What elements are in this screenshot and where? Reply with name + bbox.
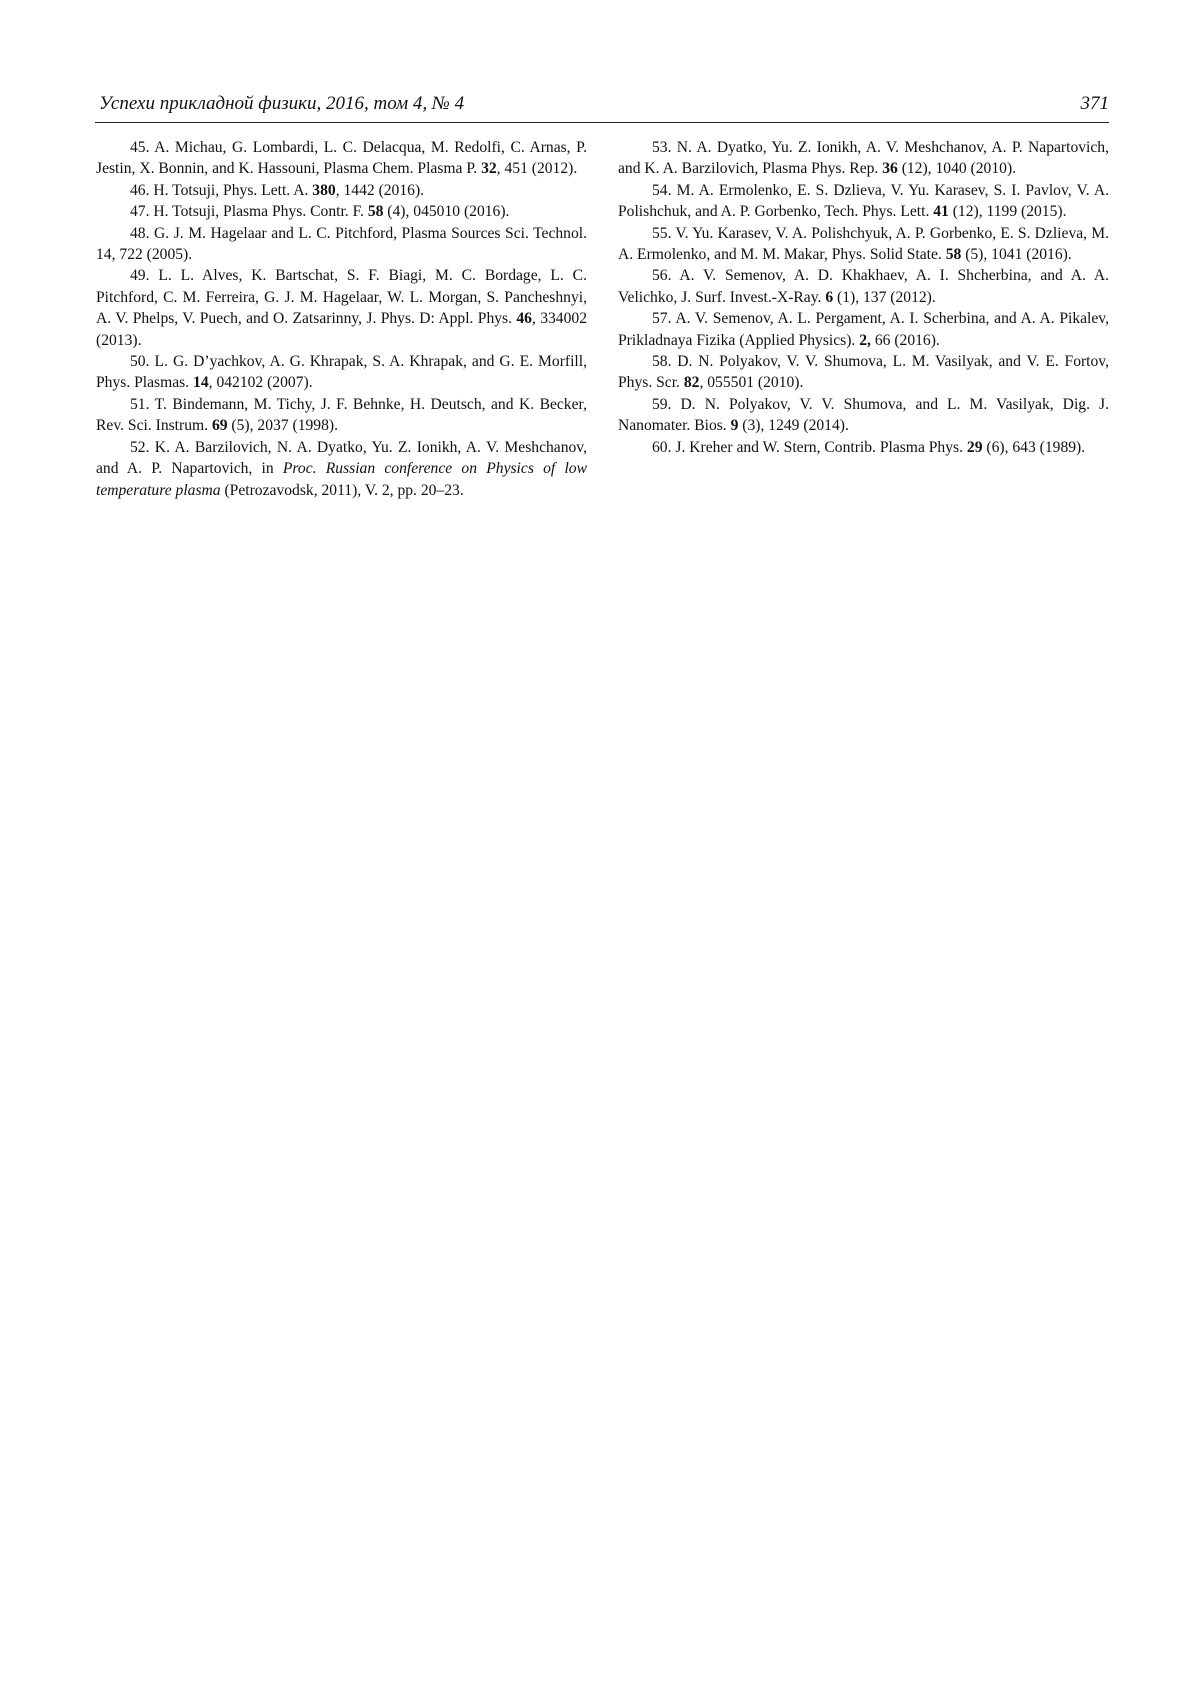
reference-entry <box>96 180 587 201</box>
reference-volume: 29 <box>966 438 983 456</box>
reference-volume: 14 <box>193 374 209 392</box>
reference-list-left-column <box>96 137 587 501</box>
reference-entry <box>618 437 1109 458</box>
reference-text: 45. A. Michau, G. Lombardi, L. C. Delacqua, M. Redolfi, C. Arnas, P. Jestin, X. Bonnin, and K. Hassouni, Plasma Chem. Plasma P. <box>96 139 587 178</box>
reference-text: 47. H. Totsuji, Plasma Phys. Contr. F. <box>130 203 368 221</box>
reference-text: 50. L. G. D’yachkov, A. G. Khrapak, S. A. Khrapak, and G. E. Morfill, Phys. Plasmas. <box>96 353 587 392</box>
reference-volume: 32 <box>481 160 497 178</box>
reference-volume: 69 <box>211 417 228 435</box>
reference-volume: 58 <box>367 203 384 221</box>
reference-volume: 82 <box>683 374 700 392</box>
reference-entry <box>96 223 587 266</box>
reference-text: (3), 1249 (2014). <box>738 417 849 435</box>
reference-text: 54. M. A. Ermolenko, E. S. Dzlieva, V. Yu. Karasev, S. I. Pavlov, V. A. Polishchuk, and A. P. Gorbenko, Tech. Phys. Lett. <box>618 181 1109 221</box>
reference-text: 56. A. V. Semenov, A. D. Khakhaev, A. I. Shcherbina, and A. A. Velichko, J. Surf. Invest.-X-Ray. <box>618 267 1109 306</box>
reference-text: (5), 2037 (1998). <box>227 417 338 435</box>
journal-title: Успехи прикладной физики, 2016, том 4, № 4 <box>99 93 465 114</box>
reference-text: 60. J. Kreher and W. Stern, Contrib. Plasma Phys. <box>652 438 967 456</box>
reference-entry <box>618 265 1109 308</box>
reference-text: 55. V. Yu. Karasev, V. A. Polishchyuk, A. P. Gorbenko, E. S. Dzlieva, M. A. Ermolenko, and M. M. Makar, Phys. Solid State. <box>618 224 1109 264</box>
reference-text: 53. N. A. Dyatko, Yu. Z. Ionikh, A. V. Meshchanov, A. P. Napartovich, and K. A. Barzilovich, Plasma Phys. Rep. <box>618 139 1109 178</box>
reference-text: 49. L. L. Alves, K. Bartschat, S. F. Biagi, M. C. Bordage, L. C. Pitchford, C. M. Ferreira, G. J. M. Hagelaar, W. L. Morgan, S. Pancheshnyi, A. V. Phelps, V. Puech, and O. Zatsarinny, J. Phys. D: Appl. Phys. <box>96 267 587 328</box>
reference-entry <box>96 137 587 180</box>
reference-text: (5), 1041 (2016). <box>961 246 1072 264</box>
reference-entry <box>96 351 587 394</box>
reference-text: , 1442 (2016). <box>335 181 425 199</box>
reference-text: , 334002 (2013). <box>96 310 587 349</box>
reference-entry <box>96 201 587 222</box>
reference-text: , 055501 (2010). <box>699 374 804 392</box>
reference-text: 52. K. A. Barzilovich, N. A. Dyatko, Yu. Z. Ionikh, A. V. Meshchanov, and A. P. Napartovich, in <box>96 438 587 478</box>
reference-text: 57. A. V. Semenov, A. L. Pergament, A. I. Scherbina, and A. A. Pikalev, Prikladnaya Fizika (Applied Physics). <box>618 310 1109 349</box>
reference-volume: 6 <box>825 288 834 306</box>
reference-volume: 2, <box>859 331 871 349</box>
reference-volume: 36 <box>882 160 898 178</box>
reference-entry <box>618 394 1109 437</box>
reference-text: 51. T. Bindemann, M. Tichy, J. F. Behnke, H. Deutsch, and K. Becker, Rev. Sci. Instrum. <box>96 395 587 435</box>
reference-text: , 451 (2012). <box>496 160 578 178</box>
reference-entry <box>96 437 587 501</box>
running-header <box>95 92 1109 123</box>
reference-text: 46. H. Totsuji, Phys. Lett. A. <box>130 181 313 199</box>
reference-entry <box>618 137 1109 180</box>
reference-proceedings-title: Proc. Russian conference on Physics of low temperature plasma <box>96 460 587 499</box>
reference-entry <box>96 394 587 437</box>
reference-text: (12), 1040 (2010). <box>897 160 1017 178</box>
reference-list-right-column <box>618 137 1109 458</box>
reference-text: , 042102 (2007). <box>208 374 313 392</box>
reference-volume: 46 <box>516 310 532 328</box>
reference-entry <box>618 223 1109 266</box>
reference-volume: 9 <box>730 417 739 435</box>
reference-text: 59. D. N. Polyakov, V. V. Shumova, and L. M. Vasilyak, Dig. J. Nanomater. Bios. <box>618 395 1109 435</box>
reference-text: 58. D. N. Polyakov, V. V. Shumova, L. M. Vasilyak, and V. E. Fortov, Phys. Scr. <box>618 353 1109 392</box>
reference-text: (12), 1199 (2015). <box>948 203 1067 221</box>
reference-volume: 58 <box>945 246 962 264</box>
page-number: 371 <box>1080 93 1109 114</box>
reference-text: (1), 137 (2012). <box>833 288 936 306</box>
reference-volume: 41 <box>933 203 949 221</box>
reference-text: 66 (2016). <box>870 331 940 349</box>
reference-entry <box>618 180 1109 223</box>
reference-text: 48. G. J. M. Hagelaar and L. C. Pitchford, Plasma Sources Sci. Technol. 14, 722 (2005). <box>96 224 587 264</box>
reference-text: (Petrozavodsk, 2011), V. 2, pp. 20–23. <box>220 481 464 499</box>
reference-volume: 380 <box>312 181 336 199</box>
reference-text: (4), 045010 (2016). <box>383 203 510 221</box>
reference-text: (6), 643 (1989). <box>982 438 1086 456</box>
reference-entry <box>618 351 1109 394</box>
reference-entry <box>618 308 1109 351</box>
reference-entry <box>96 265 587 351</box>
